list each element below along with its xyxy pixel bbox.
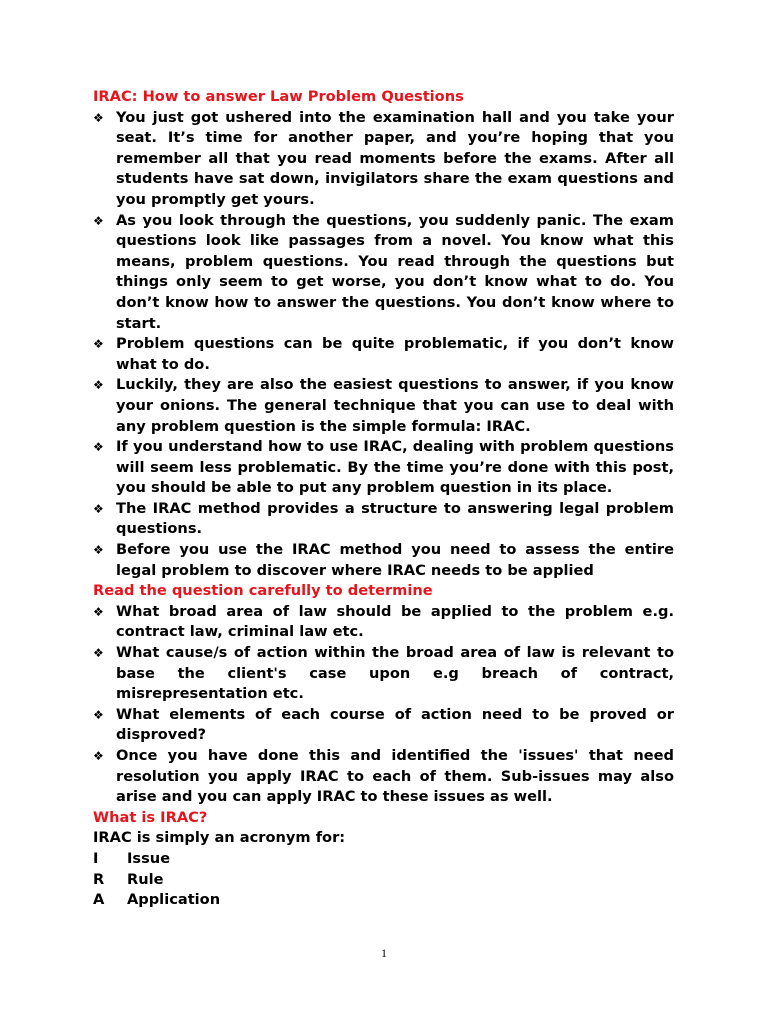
- document-title: IRAC: How to answer Law Problem Questions: [93, 88, 464, 105]
- diamond-bullet-icon: ❖: [93, 213, 104, 228]
- acronym-letter: I: [93, 849, 99, 867]
- acronym-list: [93, 849, 674, 911]
- list-item: ❖ Once you have done this and identified the 'issues' that need resolution you apply IRAC to each of them. Sub-issues may also arise and you can apply IRAC to these issues as well.: [93, 747, 674, 806]
- section-heading-read-question: Read the question carefully to determine: [93, 582, 433, 600]
- diamond-bullet-icon: ❖: [93, 749, 104, 763]
- diamond-bullet-icon: ❖: [93, 378, 104, 393]
- page-number: 1: [381, 946, 387, 960]
- determine-bullet-list: [93, 602, 674, 808]
- diamond-bullet-icon: ❖: [93, 337, 104, 352]
- list-item: ❖ If you understand how to use IRAC, dealing with problem questions will seem less problematic. By the time you’re done with this post, you should be able to put any problem question in its place.: [93, 438, 674, 497]
- irac-intro-text: IRAC is simply an acronym for:: [93, 829, 346, 847]
- acronym-word: Issue: [127, 849, 171, 867]
- diamond-bullet-icon: ❖: [93, 110, 104, 125]
- diamond-bullet-icon: ❖: [93, 440, 104, 455]
- list-item: ❖ Before you use the IRAC method you need to assess the entire legal problem to discover where IRAC needs to be applied: [93, 541, 674, 579]
- section-heading-what-is-irac: What is IRAC?: [93, 808, 208, 826]
- acronym-row-rule: [93, 870, 674, 891]
- list-item: ❖ What cause/s of action within the broad area of law is relevant to base the client's case upon e.g breach of contract, misrepresentation etc.: [93, 644, 674, 703]
- diamond-bullet-icon: ❖: [93, 501, 104, 516]
- list-item: ❖ What elements of each course of action need to be proved or disproved?: [93, 705, 674, 744]
- list-item: ❖ What broad area of law should be applied to the problem e.g. contract law, criminal law etc.: [93, 602, 674, 641]
- list-item: ❖ Problem questions can be quite problematic, if you don’t know what to do.: [93, 335, 674, 373]
- intro-bullet-list: [93, 108, 674, 582]
- acronym-row-application: [93, 890, 674, 911]
- diamond-bullet-icon: ❖: [93, 646, 104, 661]
- list-item: ❖ As you look through the questions, you suddenly panic. The exam questions look like passages from a novel. You know what this means, problem questions. You read through the questions but things only seem to get worse, you don’t know what to do. You don’t know how to answer the questions. You don’t know where to start.: [93, 211, 674, 332]
- list-item: ❖ Luckily, they are also the easiest questions to answer, if you know your onions. The general technique that you can use to deal with any problem question is the simple formula: IRAC.: [93, 376, 674, 435]
- acronym-letter: A: [93, 891, 105, 909]
- acronym-letter: R: [93, 870, 105, 888]
- list-item: ❖ You just got ushered into the examination hall and you take your seat. It’s time for another paper, and you’re hoping that you remember all that you read moments before the exams. After all students have sat down, invigilators share the exam questions and you promptly get yours.: [93, 108, 674, 208]
- diamond-bullet-icon: ❖: [93, 543, 104, 558]
- diamond-bullet-icon: ❖: [93, 707, 104, 722]
- document-page: [93, 87, 674, 911]
- acronym-word: Application: [127, 891, 221, 909]
- list-item: ❖ The IRAC method provides a structure to answering legal problem questions.: [93, 499, 674, 538]
- acronym-row-issue: [93, 849, 674, 870]
- acronym-word: Rule: [127, 870, 164, 888]
- diamond-bullet-icon: ❖: [93, 604, 104, 619]
